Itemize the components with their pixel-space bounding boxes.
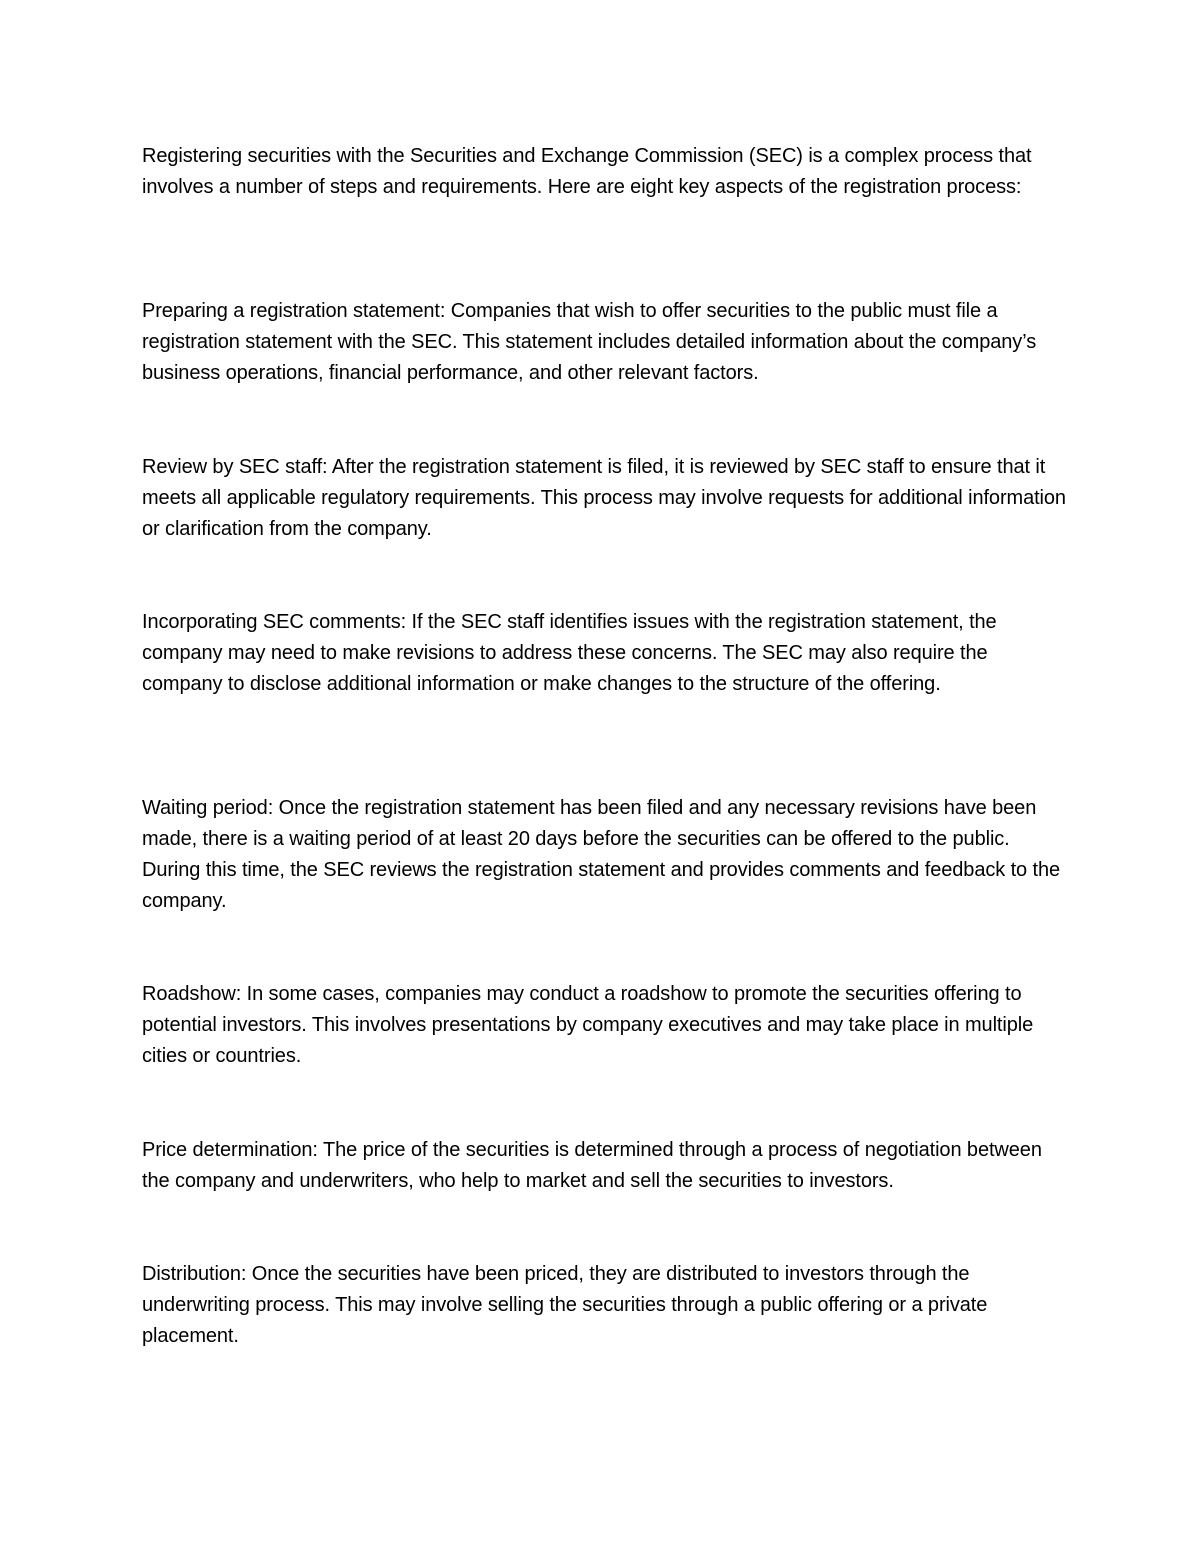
paragraph-incorporating-sec-comments: Incorporating SEC comments: If the SEC staff identifies issues with the registration statement, the company may need to make revisions to address these concerns. The SEC may also require the company to disclose additional information or make changes to the structure of the offering.	[142, 611, 997, 695]
paragraph-review-by-sec-staff: Review by SEC staff: After the registration statement is filed, it is reviewed by SEC staff to ensure that it meets all applicable regulatory requirements. This process may involve requests for additional information or clarification from the company.	[142, 456, 1066, 540]
paragraph-waiting-period: Waiting period: Once the registration statement has been filed and any necessary revisions have been made, there is a waiting period of at least 20 days before the securities can be offered to the public. During this time, the SEC reviews the registration statement and provides comments and feedback to the company.	[142, 797, 1061, 912]
intro-paragraph: Registering securities with the Securities and Exchange Commission (SEC) is a complex process that involves a number of steps and requirements. Here are eight key aspects of the registration process:	[142, 145, 1032, 198]
paragraph-roadshow: Roadshow: In some cases, companies may conduct a roadshow to promote the securities offering to potential investors. This involves presentations by company executives and may take place in multiple cities or countries.	[142, 983, 1034, 1067]
paragraph-price-determination: Price determination: The price of the securities is determined through a process of negotiation between the company and underwriters, who help to market and sell the securities to investors.	[142, 1139, 1042, 1192]
paragraph-preparing-registration-statement: Preparing a registration statement: Companies that wish to offer securities to the public must file a registration statement with the SEC. This statement includes detailed information about the company’s business operations, financial performance, and other relevant factors.	[142, 300, 1037, 384]
paragraph-distribution: Distribution: Once the securities have been priced, they are distributed to investors through the underwriting process. This may involve selling the securities through a public offering or a private placement.	[142, 1263, 988, 1347]
